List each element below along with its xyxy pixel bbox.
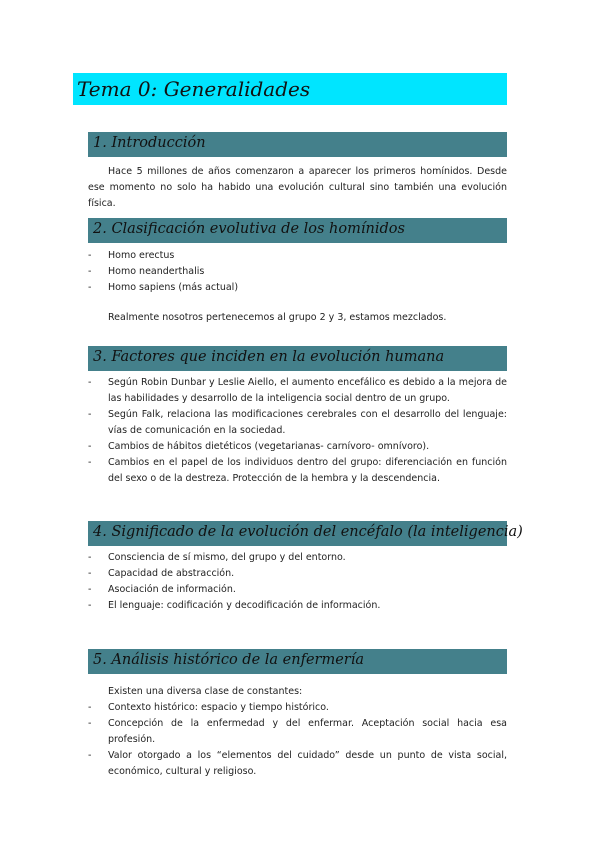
list-item: - Contexto histórico: espacio y tiempo histórico. — [88, 700, 507, 716]
list-item: - Homo neanderthalis — [88, 264, 507, 280]
bullet-dash: - — [88, 266, 92, 277]
list-item: - Asociación de información. — [88, 582, 507, 598]
list-item: - Consciencia de sí mismo, del grupo y del entorno. — [88, 550, 507, 566]
list-item: - Cambios en el papel de los individuos dentro del grupo: diferenciación en función del sexo o de la destreza. Protección de la hembra y la descendencia. — [88, 457, 507, 484]
bullet-dash: - — [88, 282, 92, 293]
bullet-dash: - — [88, 584, 92, 595]
bullet-dash: - — [88, 750, 92, 761]
section-5-heading-bar — [88, 649, 507, 674]
bullet-dash: - — [88, 250, 92, 261]
section-5-heading: 5. Análisis histórico de la enfermería — [93, 652, 365, 668]
list-item: - Homo sapiens (más actual) — [88, 280, 507, 296]
bullet-dash: - — [88, 441, 92, 452]
bullet-dash: - — [88, 377, 92, 388]
section-2-list — [88, 248, 507, 296]
list-item: - El lenguaje: codificación y decodificación de información. — [88, 598, 507, 614]
section-3-list — [88, 375, 507, 487]
section-4-list — [88, 550, 507, 614]
section-2-note: Realmente nosotros pertenecemos al grupo 2 y 3, estamos mezclados. — [108, 312, 447, 323]
section-1-heading: 1. Introducción — [93, 135, 206, 151]
bullet-dash: - — [88, 718, 92, 729]
bullet-dash: - — [88, 552, 92, 563]
section-4-heading-bar — [88, 521, 523, 546]
list-item: - Capacidad de abstracción. — [88, 566, 507, 582]
bullet-dash: - — [88, 702, 92, 713]
bullet-dash: - — [88, 409, 92, 420]
section-2-heading-bar — [88, 218, 507, 243]
section-2-heading: 2. Clasificación evolutiva de los homínidos — [93, 221, 405, 237]
section-1-heading-bar — [88, 132, 507, 157]
bullet-dash: - — [88, 568, 92, 579]
section-4-heading: 4. Significado de la evolución del encéfalo (la inteligencia) — [93, 524, 523, 540]
list-item: - Cambios de hábitos dietéticos (vegetarianas- carnívoro- omnívoro). — [88, 439, 507, 455]
list-item: - Según Falk, relaciona las modificaciones cerebrales con el desarrollo del lenguaje: vías de comunicación en la sociedad. — [88, 409, 507, 436]
list-item: - Según Robin Dunbar y Leslie Aiello, el aumento encefálico es debido a la mejora de las habilidades y desarrollo de la inteligencia social dentro de un grupo. — [88, 377, 507, 404]
section-3-heading: 3. Factores que inciden en la evolución humana — [93, 349, 445, 365]
document-title: Tema 0: Generalidades — [77, 77, 311, 101]
bullet-dash: - — [88, 600, 92, 611]
list-item: - Concepción de la enfermedad y del enfermar. Aceptación social hacia esa profesión. — [88, 718, 507, 745]
section-5-intro: Existen una diversa clase de constantes: — [108, 686, 303, 697]
list-item: - Valor otorgado a los “elementos del cuidado” desde un punto de vista social, económico, cultural y religioso. — [88, 750, 507, 777]
section-3-heading-bar — [88, 346, 507, 371]
bullet-dash: - — [88, 457, 92, 468]
list-item: - Homo erectus — [88, 248, 507, 264]
section-5-list — [88, 700, 507, 780]
section-1-paragraph: Hace 5 millones de años comenzaron a aparecer los primeros homínidos. Desde ese momento no solo ha habido una evolución cultural sino también una evolución física. — [88, 166, 507, 209]
document-title-bar — [73, 73, 507, 105]
